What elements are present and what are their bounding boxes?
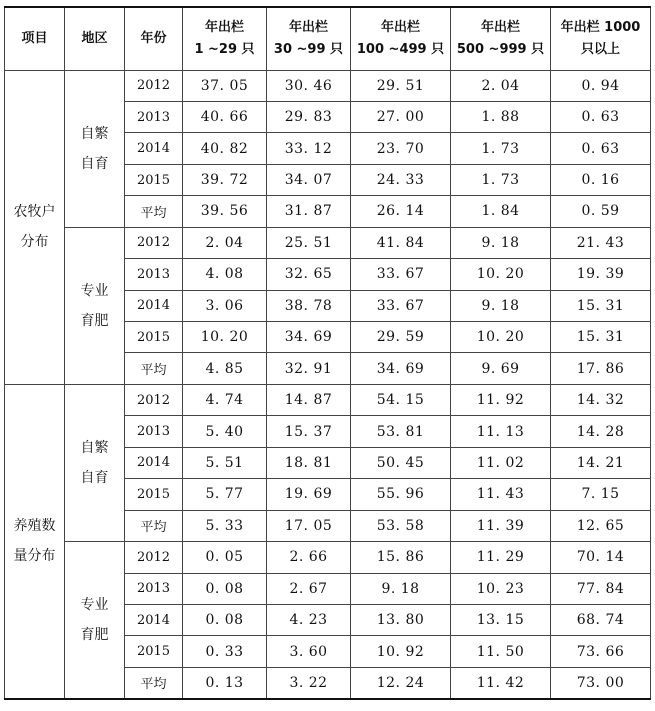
value-cell: 7. 15	[551, 479, 651, 510]
region-label-line: 自育	[80, 155, 109, 172]
header-col-3-line-1: 年出栏	[380, 19, 420, 35]
value-cell: 0. 05	[183, 542, 267, 573]
value-cell: 1. 73	[451, 133, 551, 164]
value-cell: 25. 51	[267, 227, 351, 258]
year-cell: 2014	[125, 133, 183, 164]
year-cell: 2013	[125, 416, 183, 447]
data-table	[4, 6, 651, 700]
value-cell: 39. 56	[183, 196, 267, 227]
value-cell: 5. 51	[183, 447, 267, 478]
header-col-1	[183, 7, 267, 70]
header-col-5	[551, 7, 651, 70]
table-row	[5, 70, 651, 101]
value-cell: 4. 23	[267, 604, 351, 635]
value-cell: 37. 05	[183, 70, 267, 101]
value-cell: 39. 72	[183, 164, 267, 195]
value-cell: 29. 51	[351, 70, 451, 101]
value-cell: 23. 70	[351, 133, 451, 164]
value-cell: 31. 87	[267, 196, 351, 227]
value-cell: 14. 32	[551, 384, 651, 415]
value-cell: 54. 15	[351, 384, 451, 415]
year-cell: 2013	[125, 573, 183, 604]
header-col-1-line-2: 1 ~29 只	[194, 41, 255, 57]
value-cell: 21. 43	[551, 227, 651, 258]
value-cell: 9. 18	[451, 227, 551, 258]
value-cell: 17. 86	[551, 353, 651, 384]
item-label-line: 量分布	[13, 548, 56, 565]
region-cell	[65, 384, 125, 541]
value-cell: 73. 66	[551, 636, 651, 667]
header-col-5-line-2: 只以上	[580, 41, 620, 57]
value-cell: 15. 31	[551, 322, 651, 353]
value-cell: 3. 06	[183, 290, 267, 321]
value-cell: 40. 66	[183, 101, 267, 132]
header-col-2	[267, 7, 351, 70]
region-label-line: 自繁	[80, 125, 109, 142]
value-cell: 12. 65	[551, 510, 651, 541]
value-cell: 0. 59	[551, 196, 651, 227]
value-cell: 34. 69	[351, 353, 451, 384]
year-cell: 2014	[125, 447, 183, 478]
item-label-line: 农牧户	[13, 204, 56, 221]
value-cell: 11. 39	[451, 510, 551, 541]
value-cell: 34. 07	[267, 164, 351, 195]
year-cell: 2014	[125, 290, 183, 321]
value-cell: 15. 86	[351, 542, 451, 573]
value-cell: 77. 84	[551, 573, 651, 604]
value-cell: 1. 73	[451, 164, 551, 195]
header-col-5-line-1: 年出栏 1000	[560, 19, 641, 35]
region-label-line: 自育	[80, 469, 109, 486]
value-cell: 10. 23	[451, 573, 551, 604]
value-cell: 17. 05	[267, 510, 351, 541]
value-cell: 15. 31	[551, 290, 651, 321]
value-cell: 40. 82	[183, 133, 267, 164]
value-cell: 11. 43	[451, 479, 551, 510]
region-cell	[65, 542, 125, 699]
value-cell: 14. 21	[551, 447, 651, 478]
value-cell: 19. 69	[267, 479, 351, 510]
header-col-2-line-1: 年出栏	[288, 19, 328, 35]
year-cell: 2012	[125, 384, 183, 415]
year-cell: 2014	[125, 604, 183, 635]
item-label-line: 分布	[20, 234, 49, 251]
year-cell: 2013	[125, 259, 183, 290]
table-row	[5, 384, 651, 415]
value-cell: 11. 13	[451, 416, 551, 447]
region-label-line: 育肥	[80, 627, 109, 644]
table-body	[5, 70, 651, 699]
item-cell	[5, 70, 65, 384]
table-row	[5, 227, 651, 258]
value-cell: 3. 60	[267, 636, 351, 667]
value-cell: 10. 92	[351, 636, 451, 667]
value-cell: 13. 80	[351, 604, 451, 635]
value-cell: 0. 16	[551, 164, 651, 195]
value-cell: 2. 66	[267, 542, 351, 573]
value-cell: 5. 33	[183, 510, 267, 541]
value-cell: 29. 59	[351, 322, 451, 353]
value-cell: 10. 20	[451, 322, 551, 353]
value-cell: 10. 20	[183, 322, 267, 353]
value-cell: 2. 67	[267, 573, 351, 604]
value-cell: 32. 65	[267, 259, 351, 290]
value-cell: 19. 39	[551, 259, 651, 290]
value-cell: 0. 08	[183, 573, 267, 604]
header-col-1-line-1: 年出栏	[204, 19, 244, 35]
value-cell: 4. 08	[183, 259, 267, 290]
value-cell: 14. 87	[267, 384, 351, 415]
header-col-3-line-2: 100 ~499 只	[356, 41, 445, 57]
region-cell	[65, 70, 125, 227]
value-cell: 1. 88	[451, 101, 551, 132]
value-cell: 53. 58	[351, 510, 451, 541]
year-cell: 平均	[125, 353, 183, 384]
value-cell: 13. 15	[451, 604, 551, 635]
region-label-line: 专业	[80, 282, 109, 299]
value-cell: 53. 81	[351, 416, 451, 447]
region-label-line: 自繁	[80, 439, 109, 456]
header-year: 年份	[125, 7, 183, 70]
value-cell: 2. 04	[183, 227, 267, 258]
item-cell	[5, 384, 65, 699]
value-cell: 27. 00	[351, 101, 451, 132]
value-cell: 33. 67	[351, 259, 451, 290]
value-cell: 0. 33	[183, 636, 267, 667]
value-cell: 14. 28	[551, 416, 651, 447]
year-cell: 2015	[125, 164, 183, 195]
item-label-line: 养殖数	[13, 518, 56, 535]
value-cell: 0. 13	[183, 667, 267, 699]
value-cell: 70. 14	[551, 542, 651, 573]
value-cell: 5. 77	[183, 479, 267, 510]
value-cell: 55. 96	[351, 479, 451, 510]
table-row	[5, 542, 651, 573]
value-cell: 0. 63	[551, 133, 651, 164]
value-cell: 1. 84	[451, 196, 551, 227]
value-cell: 9. 18	[451, 290, 551, 321]
value-cell: 68. 74	[551, 604, 651, 635]
table-header	[5, 7, 651, 70]
value-cell: 11. 50	[451, 636, 551, 667]
header-col-4-line-2: 500 ~999 只	[456, 41, 545, 57]
value-cell: 4. 85	[183, 353, 267, 384]
value-cell: 18. 81	[267, 447, 351, 478]
value-cell: 10. 20	[451, 259, 551, 290]
header-col-4-line-1: 年出栏	[480, 19, 520, 35]
header-col-2-line-2: 30 ~99 只	[273, 41, 344, 57]
value-cell: 0. 63	[551, 101, 651, 132]
value-cell: 50. 45	[351, 447, 451, 478]
value-cell: 3. 22	[267, 667, 351, 699]
value-cell: 38. 78	[267, 290, 351, 321]
value-cell: 9. 69	[451, 353, 551, 384]
value-cell: 12. 24	[351, 667, 451, 699]
header-col-3	[351, 7, 451, 70]
value-cell: 32. 91	[267, 353, 351, 384]
year-cell: 2012	[125, 542, 183, 573]
year-cell: 2012	[125, 227, 183, 258]
region-label-line: 育肥	[80, 312, 109, 329]
value-cell: 26. 14	[351, 196, 451, 227]
value-cell: 0. 94	[551, 70, 651, 101]
year-cell: 2012	[125, 70, 183, 101]
value-cell: 5. 40	[183, 416, 267, 447]
value-cell: 11. 42	[451, 667, 551, 699]
year-cell: 平均	[125, 196, 183, 227]
value-cell: 11. 92	[451, 384, 551, 415]
value-cell: 24. 33	[351, 164, 451, 195]
year-cell: 平均	[125, 510, 183, 541]
value-cell: 0. 08	[183, 604, 267, 635]
year-cell: 2015	[125, 479, 183, 510]
year-cell: 2015	[125, 322, 183, 353]
year-cell: 平均	[125, 667, 183, 699]
value-cell: 29. 83	[267, 101, 351, 132]
value-cell: 11. 29	[451, 542, 551, 573]
year-cell: 2013	[125, 101, 183, 132]
value-cell: 34. 69	[267, 322, 351, 353]
value-cell: 4. 74	[183, 384, 267, 415]
value-cell: 73. 00	[551, 667, 651, 699]
value-cell: 33. 67	[351, 290, 451, 321]
value-cell: 15. 37	[267, 416, 351, 447]
value-cell: 2. 04	[451, 70, 551, 101]
region-cell	[65, 227, 125, 384]
value-cell: 33. 12	[267, 133, 351, 164]
value-cell: 11. 02	[451, 447, 551, 478]
header-item: 项目	[5, 7, 65, 70]
header-col-4	[451, 7, 551, 70]
header-region: 地区	[65, 7, 125, 70]
value-cell: 41. 84	[351, 227, 451, 258]
region-label-line: 专业	[80, 597, 109, 614]
value-cell: 30. 46	[267, 70, 351, 101]
year-cell: 2015	[125, 636, 183, 667]
value-cell: 9. 18	[351, 573, 451, 604]
